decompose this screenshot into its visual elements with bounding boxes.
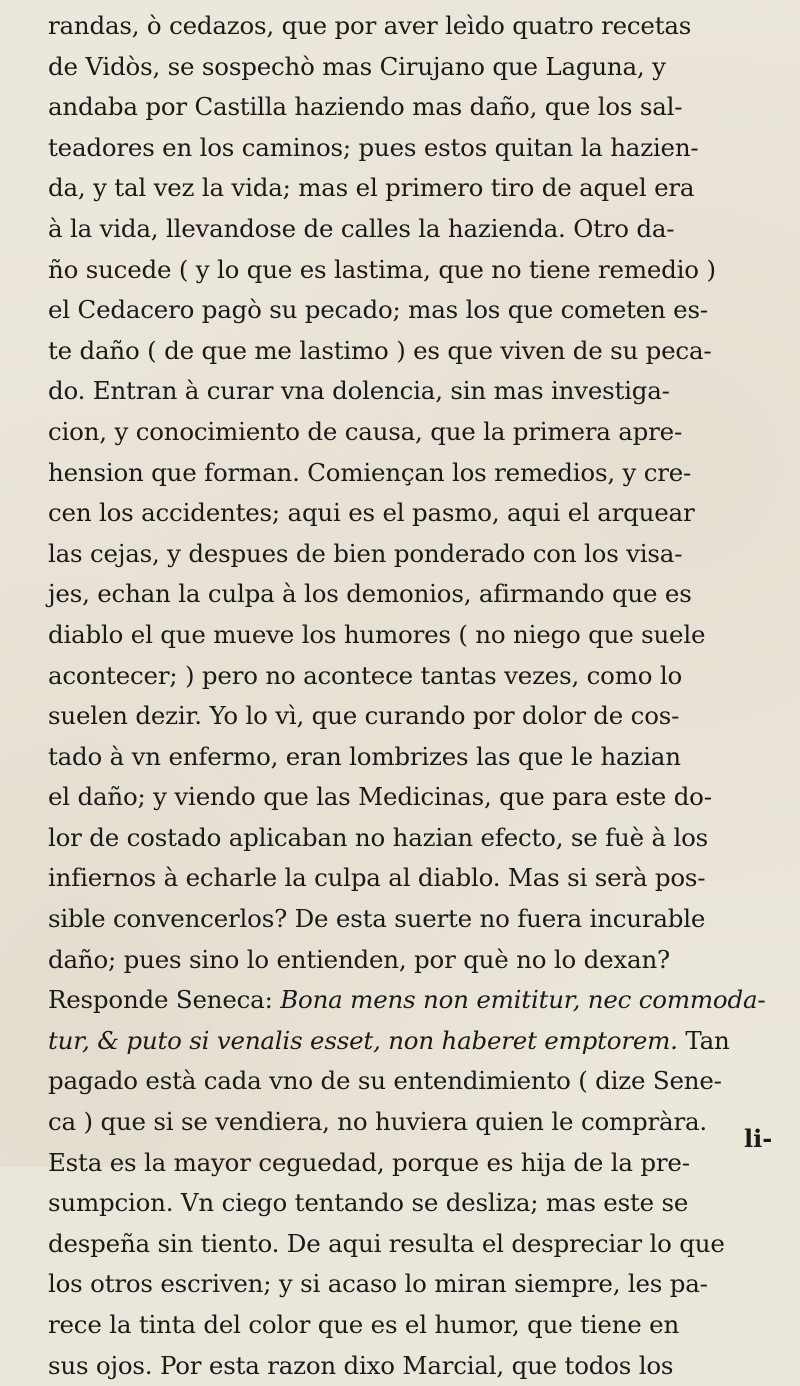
text-line: cen los accidentes; aqui es el pasmo, aqui el arquear xyxy=(48,498,695,528)
text-line: el Cedacero pagò su pecado; mas los que cometen es- xyxy=(48,295,708,325)
text-line: randas, ò cedazos, que por aver leìdo quatro recetas xyxy=(48,11,692,40)
latin-quote-part-2: tur, xyxy=(48,1025,98,1055)
latin-quote-part-3: & puto si venalis esset, non haberet emptorem. xyxy=(97,1025,678,1055)
quote-intro: Responde Seneca: xyxy=(48,985,281,1015)
text-line: infiernos à echarle la culpa al diablo. Mas si serà pos- xyxy=(48,863,706,893)
text-line: rece la tinta del color que es el humor, que tiene en xyxy=(48,1310,680,1339)
text-line: à la vida, llevandose de calles la hazienda. Otro da- xyxy=(48,213,675,243)
text-line: hension que forman. Comiençan los remedios, y cre- xyxy=(48,457,692,487)
text-line: ño sucede ( y lo que es lastima, que no tiene remedio ) xyxy=(48,254,716,284)
text-line: las cejas, y despues de bien ponderado con los visa- xyxy=(48,538,683,568)
text-line: daño; pues sino lo entienden, por què no lo dexan? xyxy=(48,944,670,974)
text-line: sus ojos. Por esta razon dixo Marcial, que todos los xyxy=(48,1350,674,1380)
text-line: el daño; y viendo que las Medicinas, que para este do- xyxy=(48,782,712,812)
text-line: lor de costado aplicaban no hazian efecto, se fuè à los xyxy=(48,822,709,852)
text-line: ca ) que si se vendiera, no huviera quien le compràra. xyxy=(48,1107,707,1137)
text-line: te daño ( de que me lastimo ) es que viven de su peca- xyxy=(48,335,712,365)
body-text xyxy=(48,6,768,1386)
text-line: teadores en los caminos; pues estos quitan la hazien- xyxy=(48,132,699,162)
text-line: tado à vn enfermo, eran lombrizes las que le hazian xyxy=(48,741,681,771)
text-line: acontecer; ) pero no acontece tantas vezes, como lo xyxy=(48,660,683,690)
text-line: despeña sin tiento. De aqui resulta el despreciar lo que xyxy=(48,1228,725,1258)
text-line: da, y tal vez la vida; mas el primero tiro de aquel era xyxy=(48,173,695,203)
text-line: de Vidòs, se sospechò mas Cirujano que Laguna, y xyxy=(48,51,666,81)
text-line-with-quote xyxy=(48,980,768,1021)
text-line: Esta es la mayor ceguedad, porque es hija de la pre- xyxy=(48,1147,690,1177)
catchword: li- xyxy=(744,1124,773,1153)
text-line: do. Entran à curar vna dolencia, sin mas investiga- xyxy=(48,376,670,406)
text-line: andaba por Castilla haziendo mas daño, que los sal- xyxy=(48,92,683,122)
text-line: diablo el que mueve los humores ( no niego que suele xyxy=(48,619,706,649)
text-line: cion, y conocimiento de causa, que la primera apre- xyxy=(48,416,683,446)
text-line: suelen dezir. Yo lo vì, que curando por dolor de cos- xyxy=(48,701,680,731)
text-line: sumpcion. Vn ciego tentando se desliza; mas este se xyxy=(48,1188,689,1218)
text-line: sible convencerlos? De esta suerte no fuera incurable xyxy=(48,904,706,934)
text-line-with-quote xyxy=(48,1021,768,1062)
text-line: jes, echan la culpa à los demonios, afirmando que es xyxy=(48,579,692,609)
text-line: pagado està cada vno de su entendimiento ( dize Sene- xyxy=(48,1066,722,1096)
text-line: los otros escriven; y si acaso lo miran siempre, les pa- xyxy=(48,1269,708,1299)
quote-continuation: Tan xyxy=(677,1025,730,1055)
latin-quote-part-1: Bona mens non emititur, nec commoda- xyxy=(280,985,766,1015)
